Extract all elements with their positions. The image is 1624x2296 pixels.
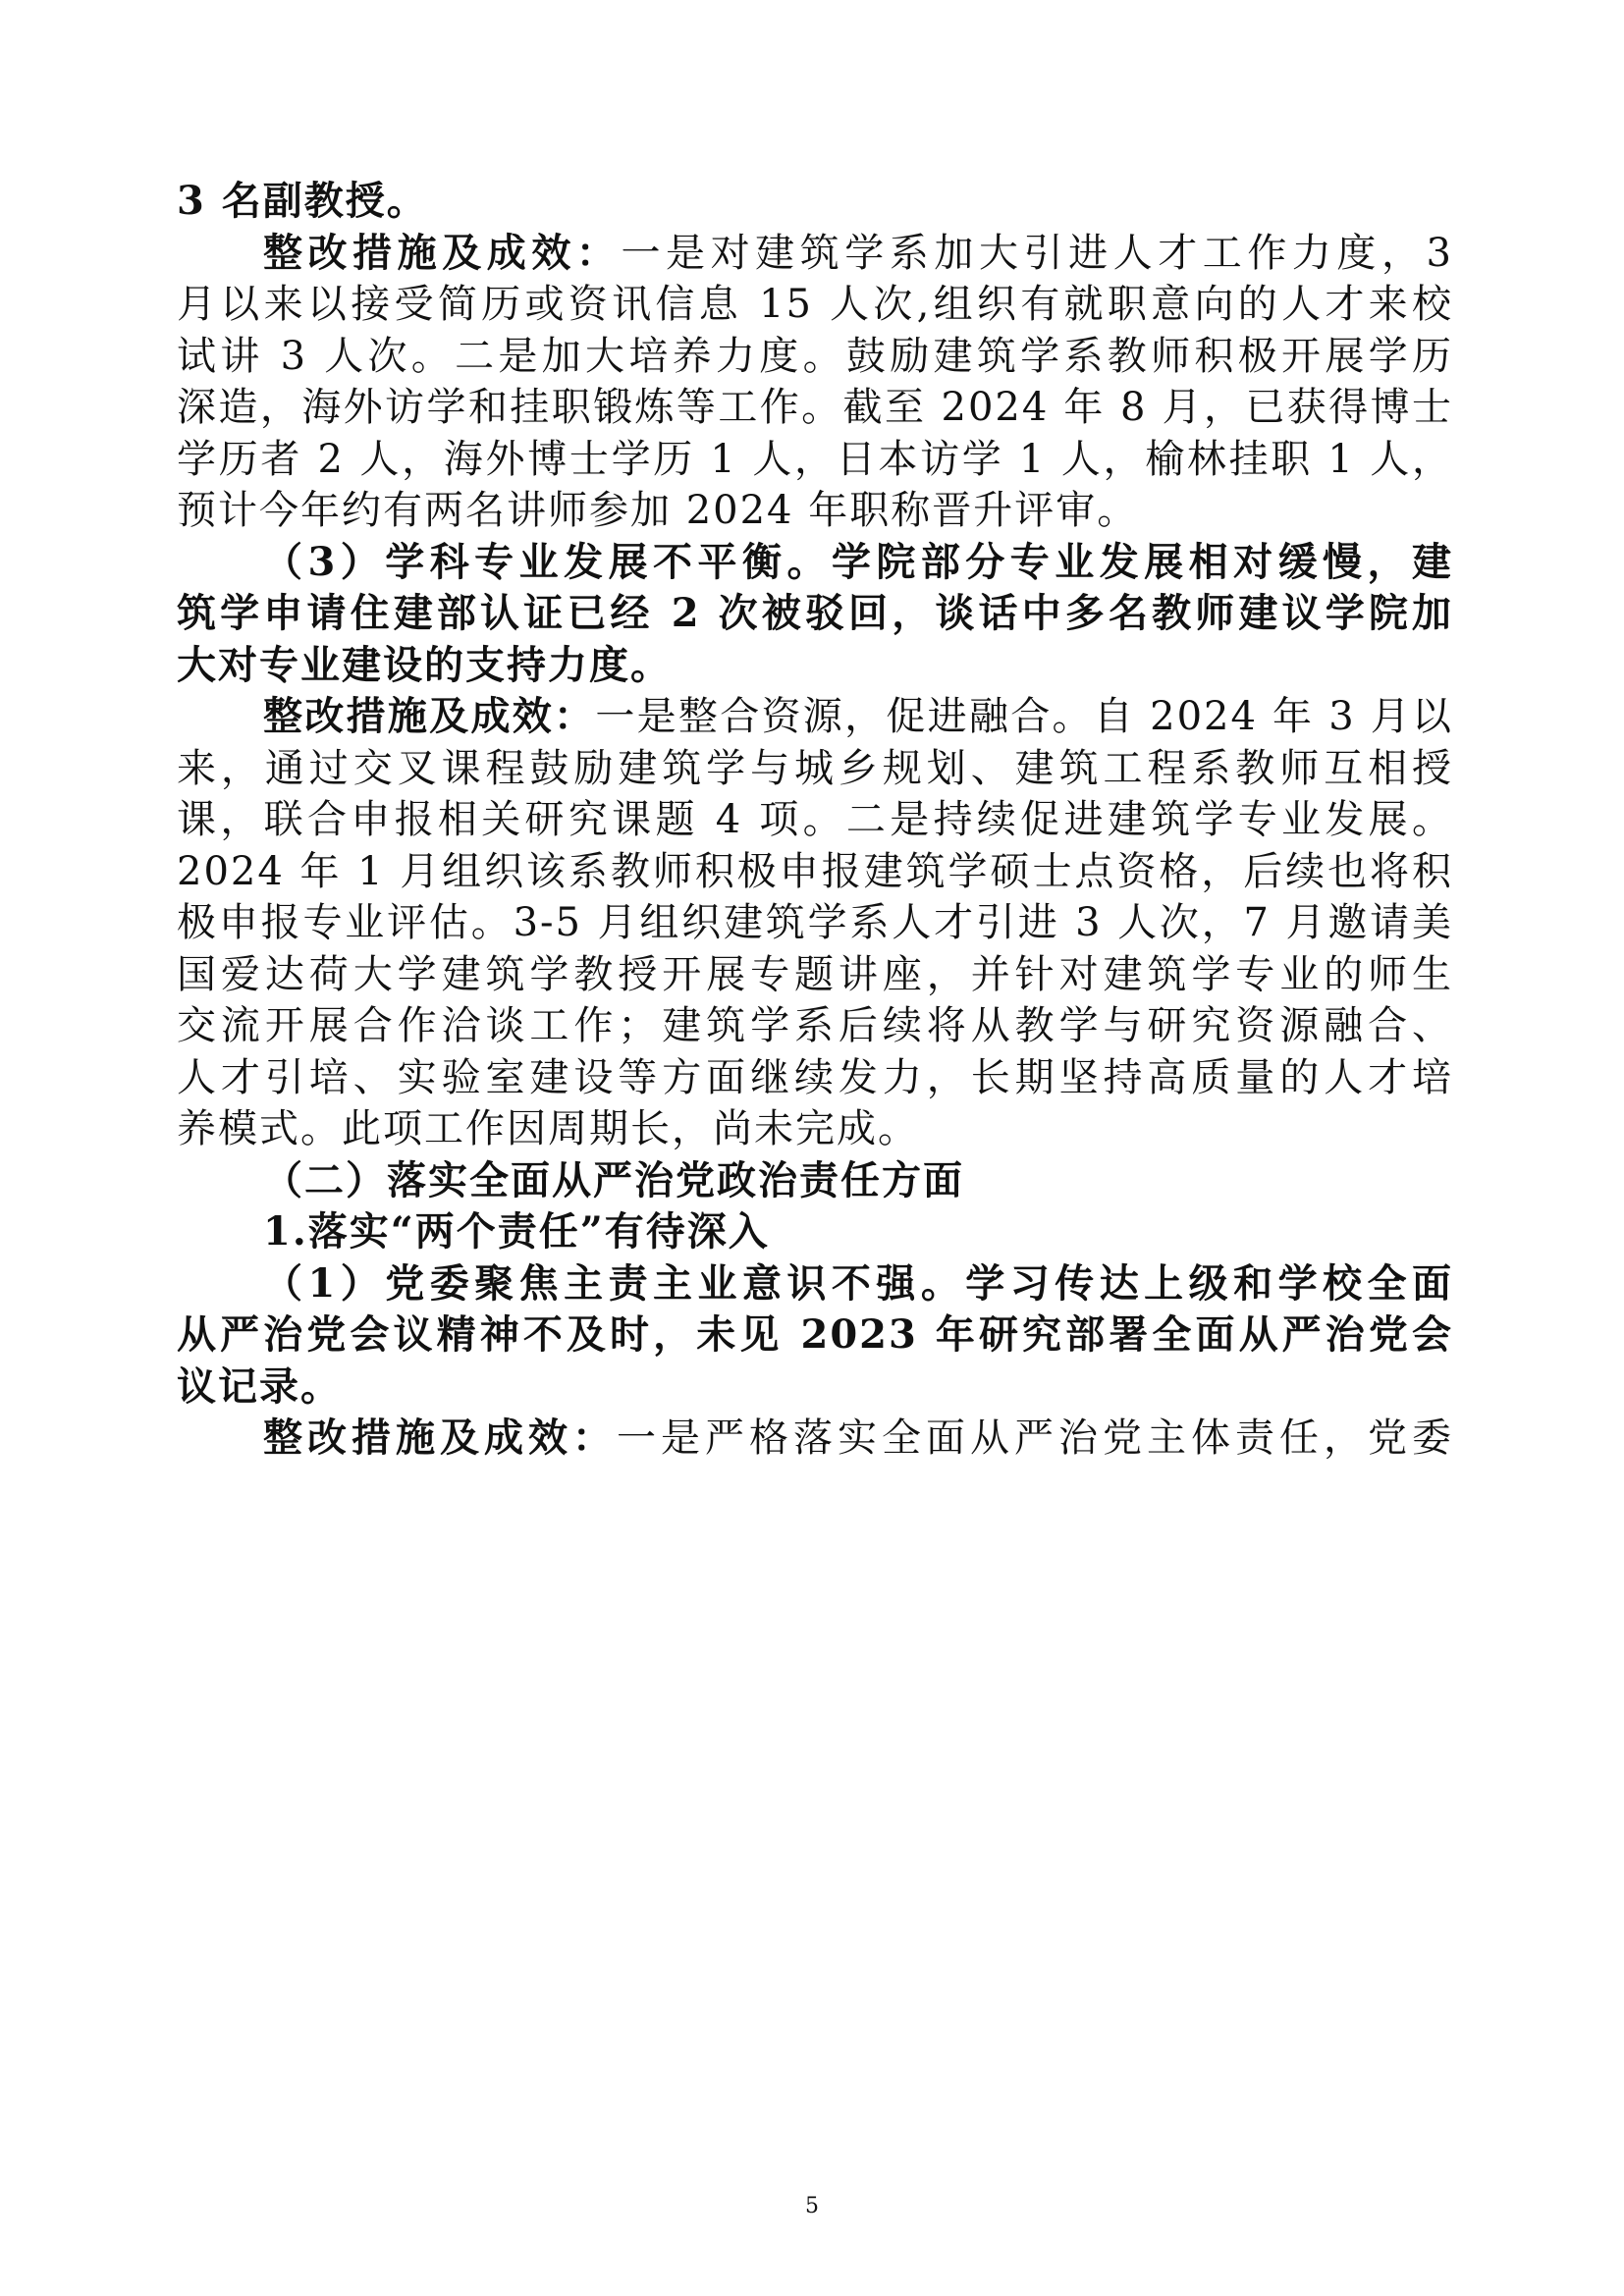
text-line xyxy=(177,1362,1453,1413)
text-line xyxy=(177,640,1453,691)
text-line xyxy=(177,897,1453,948)
page-number: 5 xyxy=(805,2194,819,2218)
line-text: 大对专业建设的支持力度。 xyxy=(177,641,672,688)
line-text: 学历者 2 人，海外博士学历 1 人，日本访学 1 人，榆林挂职 1 人， xyxy=(177,436,1453,482)
text-line xyxy=(177,1103,1453,1154)
text-line xyxy=(177,279,1453,330)
text-line xyxy=(177,176,1453,227)
line-text: 1.落实“两个责任”有待深入 xyxy=(263,1208,770,1255)
text-line xyxy=(177,794,1453,845)
text-line xyxy=(177,846,1453,897)
text-line xyxy=(177,1309,1453,1361)
line-text: 深造，海外访学和挂职锻炼等工作。截至 2024 年 8 月，已获得博士 xyxy=(177,385,1453,430)
line-text: 预计今年约有两名讲师参加 2024 年职称晋升评审。 xyxy=(177,488,1139,533)
line-text: （二）落实全面从严治党政治责任方面 xyxy=(263,1156,964,1203)
line-text: （3）学科专业发展不平衡。学院部分专业发展相对缓慢，建 xyxy=(263,538,1453,585)
line-text: 课，联合申报相关研究课题 4 项。二是持续促进建筑学专业发展。 xyxy=(177,797,1453,842)
text-line xyxy=(263,1413,1453,1464)
text-line xyxy=(177,588,1453,639)
text-line xyxy=(177,949,1453,1000)
line-text: （1）党委聚焦主责主业意识不强。学习传达上级和学校全面 xyxy=(263,1259,1453,1307)
line-text: 月以来以接受简历或资讯信息 15 人次,组织有就职意向的人才来校 xyxy=(177,282,1453,327)
line-text: 一是严格落实全面从严治党主体责任，党委 xyxy=(617,1415,1453,1461)
text-line xyxy=(263,1258,1453,1309)
line-text: 筑学申请住建部认证已经 2 次被驳回，谈话中多名教师建议学院加 xyxy=(177,590,1453,636)
line-text: 议记录。 xyxy=(177,1362,342,1410)
text-line xyxy=(263,228,1453,279)
line-text: 2024 年 1 月组织该系教师积极申报建筑学硕士点资格，后续也将积 xyxy=(177,848,1453,894)
line-text: 一是对建筑学系加大引进人才工作力度，3 xyxy=(621,230,1453,276)
line-text: 交流开展合作洽谈工作；建筑学系后续将从教学与研究资源融合、 xyxy=(177,1003,1453,1048)
lead-phrase: 整改措施及成效： xyxy=(263,693,596,739)
lead-phrase: 整改措施及成效： xyxy=(263,1415,617,1461)
line-text: 一是整合资源，促进融合。自 2024 年 3 月以 xyxy=(595,694,1453,739)
text-line xyxy=(263,691,1453,742)
text-line xyxy=(263,1206,1453,1257)
line-text: 3 名副教授。 xyxy=(177,178,428,224)
line-text: 养模式。此项工作因周期长，尚未完成。 xyxy=(177,1106,919,1151)
text-line xyxy=(177,1052,1453,1103)
line-text: 国爱达荷大学建筑学教授开展专题讲座，并针对建筑学专业的师生 xyxy=(177,951,1453,997)
line-text: 极申报专业评估。3-5 月组织建筑学系人才引进 3 人次，7 月邀请美 xyxy=(177,900,1453,945)
text-line xyxy=(263,537,1453,588)
text-line xyxy=(177,434,1453,485)
text-line xyxy=(177,1000,1453,1051)
line-text: 从严治党会议精神不及时，未见 2023 年研究部署全面从严治党会 xyxy=(177,1311,1453,1358)
line-text: 来，通过交叉课程鼓励建筑学与城乡规划、建筑工程系教师互相授 xyxy=(177,745,1453,791)
lead-phrase: 整改措施及成效： xyxy=(263,229,622,276)
line-text: 人才引培、实验室建设等方面继续发力，长期坚持高质量的人才培 xyxy=(177,1054,1453,1100)
text-line xyxy=(177,485,1453,536)
text-line xyxy=(177,743,1453,794)
text-line xyxy=(177,382,1453,433)
text-line xyxy=(177,331,1453,382)
text-line xyxy=(263,1155,1453,1206)
line-text: 试讲 3 人次。二是加大培养力度。鼓励建筑学系教师积极开展学历 xyxy=(177,333,1453,379)
